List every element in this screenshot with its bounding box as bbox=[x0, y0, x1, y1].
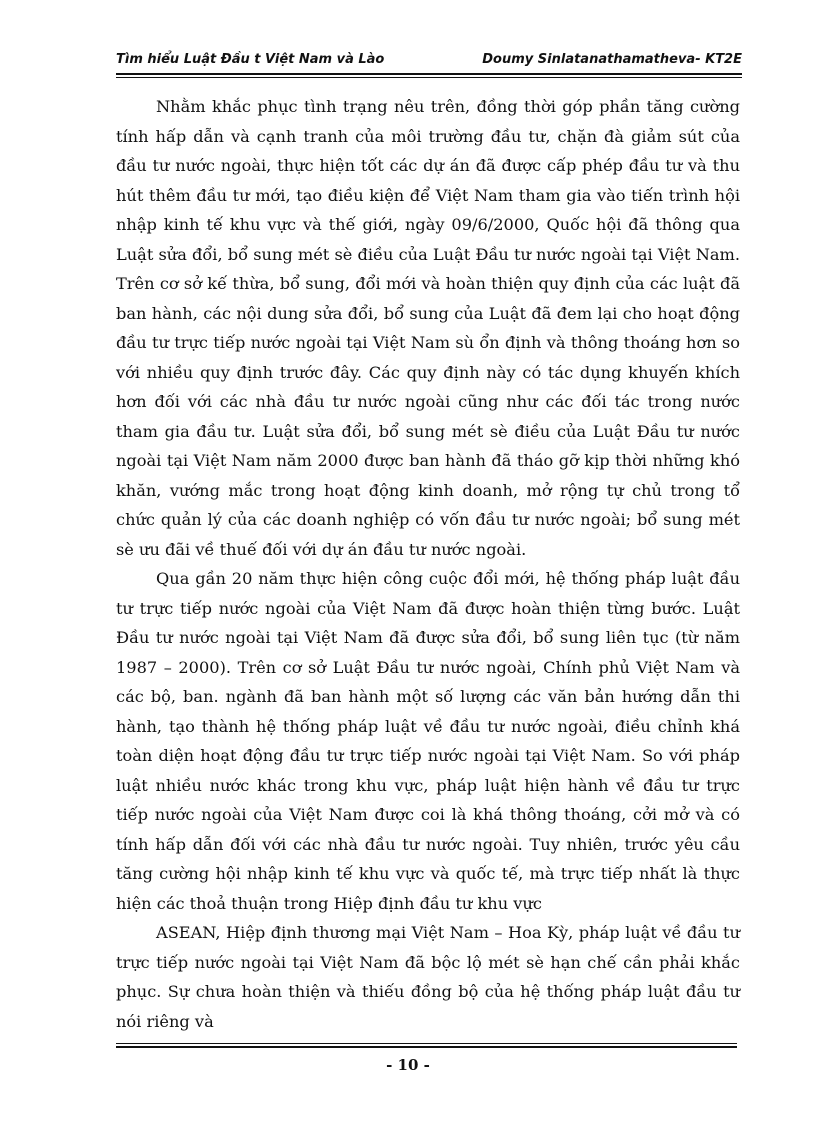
paragraph-1: Nhằm khắc phục tình trạng nêu trên, đồng thời góp phần tăng cường tính hấp dẫn và cạnh tranh của môi trường đầu tư, chặn đà giảm sút của đầu tư nước ngoài, thực hiện tốt các dự án đã được cấp phép đầu tư và thu hút thêm đầu tư mới, tạo điều kiện để Việt Nam tham gia vào tiến trình hội nhập kinh tế khu vực và thế giới, ngày 09/6/2000, Quốc hội đã thông qua Luật sửa đổi, bổ sung mét sè điều của Luật Đầu tư nước ngoài tại Việt Nam. Trên cơ sở kế thừa, bổ sung, đổi mới và hoàn thiện quy định của các luật đã ban hành, các nội dung sửa đổi, bổ sung của Luật đã đem lại cho hoạt động đầu tư trực tiếp nước ngoài tại Việt Nam sù ổn định và thông thoáng hơn so với nhiều quy định trước đây. Các quy định này có tác dụng khuyến khích hơn đối với các nhà đầu tư nước ngoài cũng như các đối tác trong nước tham gia đầu tư. Luật sửa đổi, bổ sung mét sè điều của Luật Đầu tư nước ngoài tại Việt Nam năm 2000 được ban hành đã tháo gỡ kịp thời những khó khăn, vướng mắc trong hoạt động kinh doanh, mở rộng tự chủ trong tổ chức quản lý của các doanh nghiệp có vốn đầu tư nước ngoài; bổ sung mét sè ưu đãi về thuế đối với dự án đầu tư nước ngoài. bbox=[116, 97, 740, 559]
header-rule-thick bbox=[116, 73, 742, 75]
footer-rule-thick bbox=[116, 1046, 737, 1048]
footer-rule-thin bbox=[116, 1043, 737, 1044]
page-number: - 10 - bbox=[386, 1056, 430, 1074]
paragraph-2: Qua gần 20 năm thực hiện công cuộc đổi mới, hệ thống pháp luật đầu tư trực tiếp nước ngoài của Việt Nam đã được hoàn thiện từng bước. Luật Đầu tư nước ngoài tại Việt Nam đã được sửa đổi, bổ sung liên tục (từ năm 1987 – 2000). Trên cơ sở Luật Đầu tư nước ngoài, Chính phủ Việt Nam và các bộ, ban. ngành đã ban hành một số lượng các văn bản hướng dẫn thi hành, tạo thành hệ thống pháp luật về đầu tư nước ngoài, điều chỉnh khá toàn diện hoạt động đầu tư trực tiếp nước ngoài tại Việt Nam. So với pháp luật nhiều nước khác trong khu vực, pháp luật hiện hành về đầu tư trực tiếp nước ngoài của Việt Nam được coi là khá thông thoáng, cởi mở và có tính hấp dẫn đối với các nhà đầu tư nước ngoài. Tuy nhiên, trước yêu cầu tăng cường hội nhập kinh tế khu vực và quốc tế, mà trực tiếp nhất là thực hiện các thoả thuận trong Hiệp định đầu tư khu vực bbox=[116, 569, 740, 913]
paragraph-3: ASEAN, Hiệp định thương mại Việt Nam – Hoa Kỳ, pháp luật về đầu tư trực tiếp nước ngoài tại Việt Nam đã bộc lộ mét sè hạn chế cần phải khắc phục. Sự chưa hoàn thiện và thiếu đồng bộ của hệ thống pháp luật đầu tư nói riêng và bbox=[116, 923, 740, 1031]
header-author: Doumy Sinlatanathamatheva- KT2E bbox=[482, 52, 742, 67]
header-rule-thin bbox=[116, 77, 742, 78]
header-title: Tìm hiểu Luật Đầu t Việt Nam và Lào bbox=[116, 52, 385, 67]
page-header bbox=[116, 52, 742, 70]
document-body bbox=[116, 92, 740, 1036]
